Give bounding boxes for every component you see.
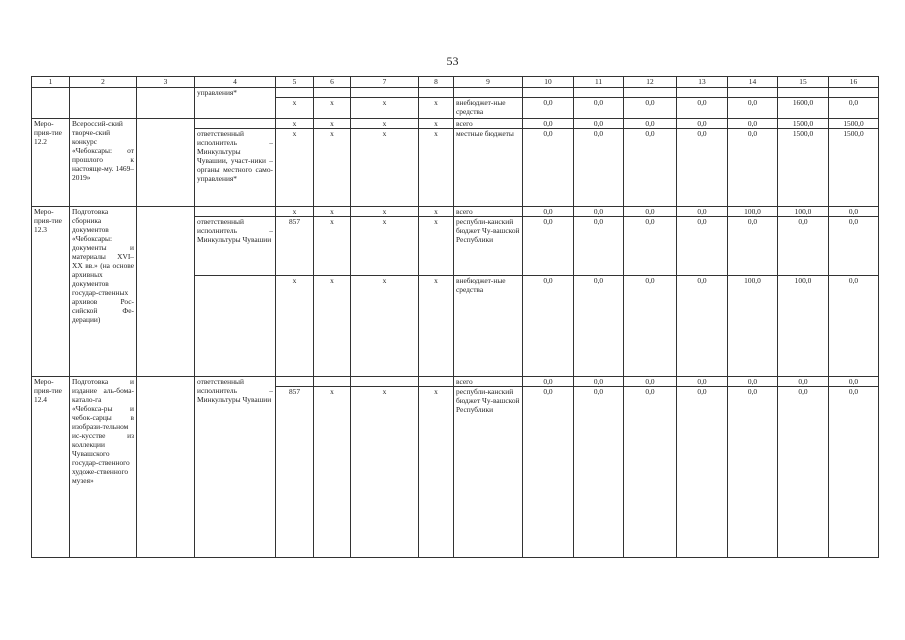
cell-value: 0,0 [574,119,624,129]
table-row [32,207,879,217]
cell-code: х [276,119,314,129]
cell-value: 0,0 [624,377,677,387]
cell-value: 0,0 [728,129,778,207]
cell-empty [351,88,419,98]
col-header: 3 [137,77,195,88]
col-header: 5 [276,77,314,88]
cell-value: 0,0 [574,207,624,217]
cell-value: 0,0 [624,98,677,119]
cell-value: 1600,0 [778,98,829,119]
cell-code: 857 [276,217,314,276]
col-header: 1 [32,77,70,88]
cell-executor: ответственный исполнитель – Минкультуры Чувашии [195,217,276,276]
cell-value: 0,0 [624,217,677,276]
cell-value: 0,0 [728,217,778,276]
cell-empty [419,88,454,98]
cell-value: 0,0 [829,387,879,558]
cell-empty [574,88,624,98]
cell-value: 0,0 [728,98,778,119]
cell-code: х [314,98,351,119]
cell-code: х [419,387,454,558]
cell-source: местные бюджеты [454,129,523,207]
table-row [32,88,879,98]
col-header: 15 [778,77,829,88]
cell-source: внебюджет-ные средства [454,98,523,119]
cell-code: х [314,207,351,217]
cell-empty [351,377,419,387]
col-header: 9 [454,77,523,88]
header-row [32,77,879,88]
cell-empty [195,207,276,217]
col-header: 6 [314,77,351,88]
cell-code: 857 [276,387,314,558]
cell-empty [70,88,137,119]
cell-code: х [351,217,419,276]
cell-code: х [351,129,419,207]
cell-value: 0,0 [677,129,728,207]
cell-empty [829,88,879,98]
cell-code: х [419,217,454,276]
cell-value: 0,0 [574,387,624,558]
cell-code: х [314,217,351,276]
cell-value: 0,0 [574,217,624,276]
cell-executor: управления* [195,88,276,119]
cell-code: х [419,98,454,119]
cell-value: 0,0 [829,207,879,217]
page-number: 53 [446,54,459,68]
cell-value: 0,0 [523,217,574,276]
cell-value: 0,0 [624,387,677,558]
cell-executor: ответственный исполнитель – Минкультуры Чувашии, участ-ники – органы местного само-управления* [195,129,276,207]
col-header: 10 [523,77,574,88]
cell-value: 0,0 [728,387,778,558]
cell-value: 0,0 [624,207,677,217]
cell-code: х [276,129,314,207]
cell-value: 100,0 [778,207,829,217]
table-row [32,119,879,129]
cell-value: 0,0 [677,377,728,387]
cell-code: х [419,119,454,129]
cell-value: 0,0 [677,119,728,129]
cell-value: 0,0 [574,98,624,119]
cell-code: х [314,387,351,558]
cell-measure-name: Всероссий-ский творче-ский конкурс «Чебоксары: от прошлого к настояще-му. 1469–2019» [70,119,137,207]
cell-value: 0,0 [523,98,574,119]
cell-source: внебюджет-ные средства [454,276,523,377]
cell-empty [314,88,351,98]
cell-empty [314,377,351,387]
cell-value: 0,0 [523,377,574,387]
cell-empty [276,88,314,98]
cell-empty [677,88,728,98]
cell-value: 0,0 [728,119,778,129]
cell-empty [454,88,523,98]
cell-value: 0,0 [778,377,829,387]
cell-value: 0,0 [523,387,574,558]
cell-measure-id: Меро-прия-тие 12.2 [32,119,70,207]
cell-measure-name: Подготовка и издание аль-бома-катало-га «Чебокса-ры и чебок-сарцы в изобрази-тельном ис-кусстве из коллекции Чувашского государ-ственного художе-ственного музея» [70,377,137,558]
cell-empty [137,377,195,558]
cell-empty [137,119,195,207]
cell-value: 0,0 [728,377,778,387]
cell-source: республи-канский бюджет Чу-вашской Республики [454,387,523,558]
cell-value: 1500,0 [778,129,829,207]
cell-code: х [419,129,454,207]
cell-code: х [351,207,419,217]
cell-value: 0,0 [523,207,574,217]
cell-empty [728,88,778,98]
cell-value: 0,0 [574,276,624,377]
cell-code: х [351,387,419,558]
col-header: 16 [829,77,879,88]
cell-value: 0,0 [624,276,677,377]
cell-empty [195,119,276,129]
col-header: 11 [574,77,624,88]
cell-empty [276,377,314,387]
cell-code: х [351,119,419,129]
cell-code: х [419,207,454,217]
cell-empty [778,88,829,98]
cell-code: х [276,276,314,377]
cell-value: 0,0 [829,377,879,387]
cell-value: 0,0 [829,98,879,119]
col-header: 12 [624,77,677,88]
cell-value: 100,0 [728,207,778,217]
cell-source: всего [454,207,523,217]
cell-value: 0,0 [574,129,624,207]
cell-code: х [419,276,454,377]
cell-value: 0,0 [677,98,728,119]
cell-value: 100,0 [728,276,778,377]
cell-source: всего [454,377,523,387]
cell-value: 0,0 [677,387,728,558]
cell-value: 100,0 [778,276,829,377]
cell-empty [624,88,677,98]
cell-value: 0,0 [778,217,829,276]
cell-code: х [314,276,351,377]
cell-empty [137,88,195,119]
cell-empty [32,88,70,119]
budget-table [31,76,879,558]
cell-value: 0,0 [574,377,624,387]
cell-measure-id: Меро-прия-тие 12.3 [32,207,70,377]
cell-code: х [351,98,419,119]
cell-empty [419,377,454,387]
cell-value: 0,0 [829,217,879,276]
cell-empty [523,88,574,98]
cell-code: х [276,98,314,119]
cell-empty [195,276,276,377]
cell-code: х [314,119,351,129]
cell-measure-name: Подготовка сборника документов «Чебоксары: документы и материалы XVI–XX вв.» (на основе архивных документов государ-ственных архивов Рос-сийской Фе-дерации) [70,207,137,377]
cell-value: 0,0 [523,119,574,129]
cell-empty [137,207,195,377]
cell-measure-id: Меро-прия-тие 12.4 [32,377,70,558]
cell-value: 1500,0 [829,129,879,207]
cell-executor: ответственный исполнитель – Минкультуры Чувашии [195,377,276,558]
cell-value: 0,0 [677,207,728,217]
cell-value: 0,0 [677,276,728,377]
cell-code: х [351,276,419,377]
cell-value: 0,0 [523,276,574,377]
col-header: 4 [195,77,276,88]
cell-code: х [276,207,314,217]
cell-source: республи-канский бюджет Чу-вашской Республики [454,217,523,276]
col-header: 7 [351,77,419,88]
cell-value: 0,0 [778,387,829,558]
col-header: 14 [728,77,778,88]
cell-value: 0,0 [624,119,677,129]
table-row [32,377,879,387]
col-header: 2 [70,77,137,88]
cell-value: 0,0 [677,217,728,276]
col-header: 8 [419,77,454,88]
col-header: 13 [677,77,728,88]
cell-code: х [314,129,351,207]
cell-value: 0,0 [829,276,879,377]
cell-source: всего [454,119,523,129]
cell-value: 1500,0 [778,119,829,129]
cell-value: 1500,0 [829,119,879,129]
cell-value: 0,0 [523,129,574,207]
cell-value: 0,0 [624,129,677,207]
